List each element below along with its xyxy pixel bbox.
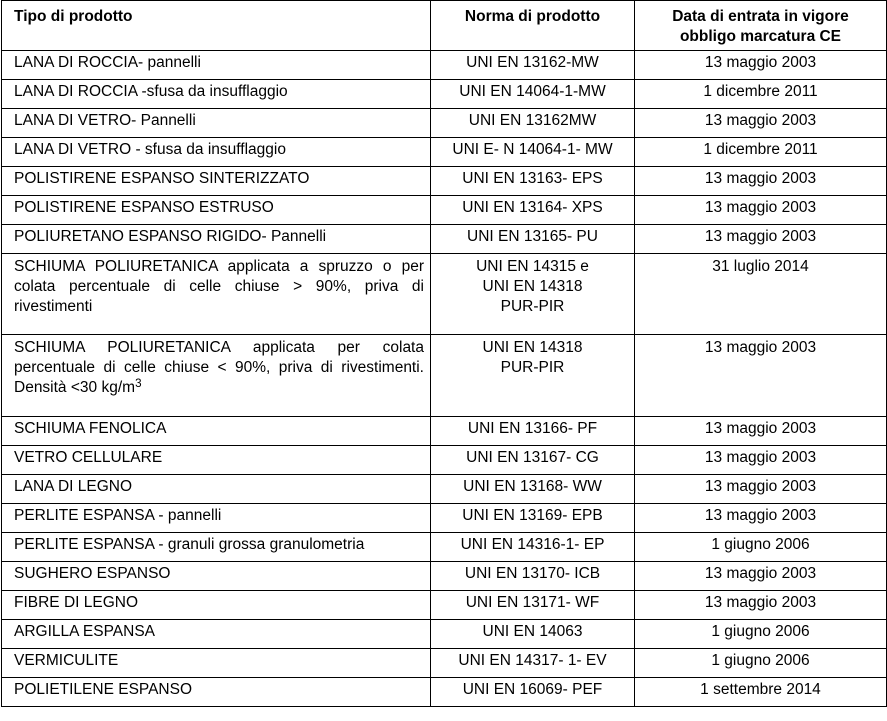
date-cell: 13 maggio 2003 <box>635 417 887 446</box>
date-cell: 1 dicembre 2011 <box>635 80 887 109</box>
product-cell: SCHIUMA POLIURETANICA applicata a spruzzo o per colata percentuale di celle chiuse > 90%, priva di rivestimenti <box>2 254 431 335</box>
date-cell: 13 maggio 2003 <box>635 225 887 254</box>
norm-cell: UNI EN 14316-1- EP <box>431 533 635 562</box>
date-cell: 13 maggio 2003 <box>635 51 887 80</box>
product-cell: LANA DI VETRO- Pannelli <box>2 109 431 138</box>
norm-cell: UNI EN 13165- PU <box>431 225 635 254</box>
table-row <box>2 335 887 417</box>
table-row <box>2 446 887 475</box>
table-row <box>2 196 887 225</box>
header-ce-date-line1: Data di entrata in vigore <box>672 8 849 25</box>
product-cell: PERLITE ESPANSA - granuli grossa granulometria <box>2 533 431 562</box>
table-row <box>2 620 887 649</box>
date-cell: 13 maggio 2003 <box>635 591 887 620</box>
table-row <box>2 417 887 446</box>
date-cell: 13 maggio 2003 <box>635 562 887 591</box>
date-cell: 1 dicembre 2011 <box>635 138 887 167</box>
date-cell: 1 giugno 2006 <box>635 620 887 649</box>
norm-cell: UNI EN 14063 <box>431 620 635 649</box>
norm-cell: UNI EN 13163- EPS <box>431 167 635 196</box>
norm-cell: UNI EN 13162MW <box>431 109 635 138</box>
product-cell: LANA DI ROCCIA -sfusa da insufflaggio <box>2 80 431 109</box>
norm-cell: UNI EN 13168- WW <box>431 475 635 504</box>
product-cell: SCHIUMA FENOLICA <box>2 417 431 446</box>
product-cell: ARGILLA ESPANSA <box>2 620 431 649</box>
product-cell: VERMICULITE <box>2 649 431 678</box>
norm-cell: UNI EN 13169- EPB <box>431 504 635 533</box>
table-row <box>2 109 887 138</box>
norm-cell: UNI EN 13164- XPS <box>431 196 635 225</box>
table-row <box>2 254 887 335</box>
header-product-norm: Norma di prodotto <box>431 1 635 51</box>
header-ce-date <box>635 1 887 51</box>
norm-cell: UNI EN 13167- CG <box>431 446 635 475</box>
table-row <box>2 591 887 620</box>
product-cell: POLISTIRENE ESPANSO ESTRUSO <box>2 196 431 225</box>
product-cell: SUGHERO ESPANSO <box>2 562 431 591</box>
table-row <box>2 562 887 591</box>
table-row <box>2 80 887 109</box>
product-cell: POLISTIRENE ESPANSO SINTERIZZATO <box>2 167 431 196</box>
norm-cell <box>431 254 635 335</box>
date-cell: 13 maggio 2003 <box>635 167 887 196</box>
date-cell: 13 maggio 2003 <box>635 475 887 504</box>
header-ce-date-line2: obbligo marcatura CE <box>679 28 842 45</box>
product-text: SCHIUMA POLIURETANICA applicata per colata percentuale di celle chiuse < 90%, priva di rivestimenti. Densità <30 kg/m <box>14 339 424 396</box>
table-row <box>2 225 887 254</box>
date-cell: 1 giugno 2006 <box>635 533 887 562</box>
table-row <box>2 51 887 80</box>
norm-cell: UNI EN 13166- PF <box>431 417 635 446</box>
product-cell: LANA DI LEGNO <box>2 475 431 504</box>
date-cell: 13 maggio 2003 <box>635 196 887 225</box>
norm-cell: UNI EN 14317- 1- EV <box>431 649 635 678</box>
product-cell: LANA DI ROCCIA- pannelli <box>2 51 431 80</box>
product-cell: VETRO CELLULARE <box>2 446 431 475</box>
norm-line: PUR-PIR <box>500 298 565 315</box>
norm-cell: UNI EN 14064-1-MW <box>431 80 635 109</box>
product-cell <box>2 335 431 417</box>
table-row <box>2 649 887 678</box>
date-cell: 13 maggio 2003 <box>635 335 887 417</box>
norm-line: UNI EN 14315 e <box>476 258 589 275</box>
header-product-type: Tipo di prodotto <box>2 1 431 51</box>
product-cell: POLIURETANO ESPANSO RIGIDO- Pannelli <box>2 225 431 254</box>
product-cell: LANA DI VETRO - sfusa da insufflaggio <box>2 138 431 167</box>
norm-cell: UNI E- N 14064-1- MW <box>431 138 635 167</box>
norm-line: UNI EN 14318 <box>482 339 583 356</box>
date-cell: 13 maggio 2003 <box>635 504 887 533</box>
ce-marking-table <box>1 0 887 707</box>
table-row <box>2 678 887 707</box>
product-cell: PERLITE ESPANSA - pannelli <box>2 504 431 533</box>
date-cell: 31 luglio 2014 <box>635 254 887 335</box>
table-row <box>2 138 887 167</box>
date-cell: 13 maggio 2003 <box>635 109 887 138</box>
norm-line: PUR-PIR <box>500 359 565 376</box>
norm-cell: UNI EN 13162-MW <box>431 51 635 80</box>
norm-cell: UNI EN 16069- PEF <box>431 678 635 707</box>
product-cell: POLIETILENE ESPANSO <box>2 678 431 707</box>
product-cell: FIBRE DI LEGNO <box>2 591 431 620</box>
superscript-exponent: 3 <box>135 376 142 390</box>
table-row <box>2 504 887 533</box>
date-cell: 1 giugno 2006 <box>635 649 887 678</box>
date-cell: 1 settembre 2014 <box>635 678 887 707</box>
norm-line: UNI EN 14318 <box>482 278 583 295</box>
table-row <box>2 475 887 504</box>
norm-cell: UNI EN 13171- WF <box>431 591 635 620</box>
date-cell: 13 maggio 2003 <box>635 446 887 475</box>
table-row <box>2 167 887 196</box>
norm-cell <box>431 335 635 417</box>
table-row <box>2 533 887 562</box>
norm-cell: UNI EN 13170- ICB <box>431 562 635 591</box>
header-row <box>2 1 887 51</box>
